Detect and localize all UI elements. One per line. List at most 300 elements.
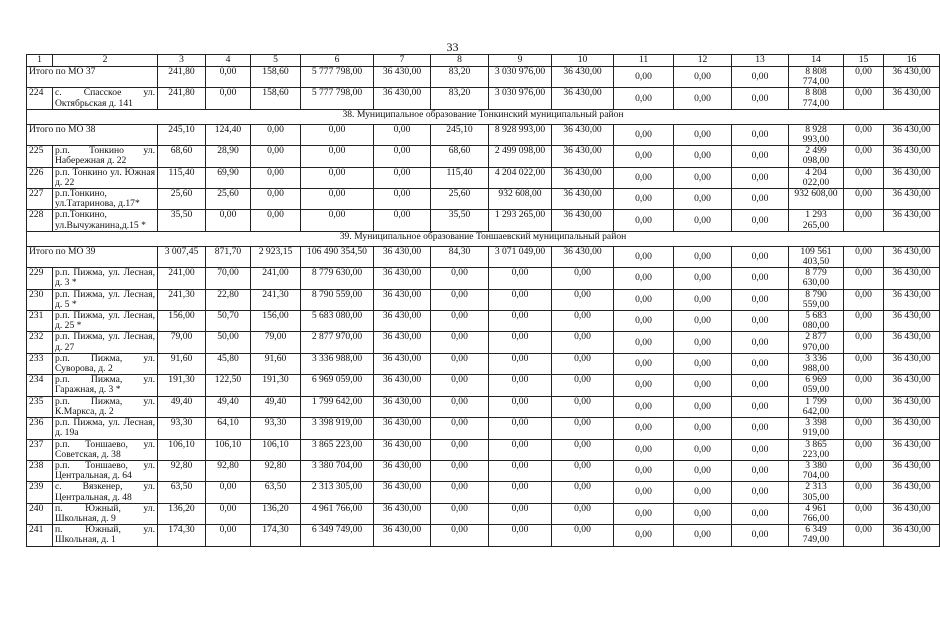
value-cell: 92,80 bbox=[158, 460, 206, 481]
value-cell: 64,10 bbox=[206, 418, 251, 439]
column-header: 12 bbox=[674, 55, 732, 67]
value-cell: 0,00 bbox=[674, 67, 732, 88]
table-row bbox=[27, 525, 940, 546]
value-cell: 0,00 bbox=[844, 124, 884, 145]
value-cell: 8 790 559,00 bbox=[301, 289, 374, 310]
value-cell: 36 430,00 bbox=[374, 268, 431, 289]
value-cell: 36 430,00 bbox=[884, 439, 940, 460]
value-cell: 0,00 bbox=[674, 353, 732, 374]
value-cell: 0,00 bbox=[374, 124, 431, 145]
column-header: 15 bbox=[844, 55, 884, 67]
column-header: 6 bbox=[301, 55, 374, 67]
column-header: 8 bbox=[431, 55, 489, 67]
value-cell: 245,10 bbox=[431, 124, 489, 145]
value-cell: 36 430,00 bbox=[884, 67, 940, 88]
value-cell: 0,00 bbox=[614, 311, 674, 332]
value-cell: 25,60 bbox=[431, 189, 489, 210]
column-header: 14 bbox=[789, 55, 844, 67]
address-cell: п. Южный, ул. Школьная, д. 9 bbox=[53, 503, 158, 524]
column-header: 7 bbox=[374, 55, 431, 67]
value-cell: 0,00 bbox=[431, 439, 489, 460]
value-cell: 92,80 bbox=[251, 460, 301, 481]
value-cell: 4 961 766,00 bbox=[301, 503, 374, 524]
value-cell: 3 007,45 bbox=[158, 246, 206, 267]
row-number: 227 bbox=[27, 189, 53, 210]
row-number: 226 bbox=[27, 167, 53, 188]
value-cell: 0,00 bbox=[614, 189, 674, 210]
column-header: 11 bbox=[614, 55, 674, 67]
value-cell: 0,00 bbox=[614, 525, 674, 546]
row-number: 224 bbox=[27, 88, 53, 109]
value-cell: 0,00 bbox=[301, 124, 374, 145]
value-cell: 0,00 bbox=[431, 460, 489, 481]
value-cell: 3 071 049,00 bbox=[489, 246, 552, 267]
value-cell: 0,00 bbox=[732, 268, 789, 289]
value-cell: 4 961 766,00 bbox=[789, 503, 844, 524]
value-cell: 92,80 bbox=[206, 460, 251, 481]
section-row bbox=[27, 231, 940, 246]
value-cell: 5 683 080,00 bbox=[301, 311, 374, 332]
value-cell: 2 877 970,00 bbox=[301, 332, 374, 353]
value-cell: 0,00 bbox=[732, 482, 789, 503]
value-cell: 0,00 bbox=[844, 375, 884, 396]
column-header: 1 bbox=[27, 55, 53, 67]
address-cell: с. Вязкенер, ул. Центральная, д. 48 bbox=[53, 482, 158, 503]
address-cell: р.п. Пижма, ул. Лесная, д. 3 * bbox=[53, 268, 158, 289]
value-cell: 8 779 630,00 bbox=[301, 268, 374, 289]
value-cell: 36 430,00 bbox=[374, 332, 431, 353]
value-cell: 0,00 bbox=[674, 268, 732, 289]
value-cell: 35,50 bbox=[431, 210, 489, 231]
value-cell: 0,00 bbox=[431, 503, 489, 524]
value-cell: 0,00 bbox=[614, 124, 674, 145]
value-cell: 0,00 bbox=[489, 353, 552, 374]
value-cell: 0,00 bbox=[489, 482, 552, 503]
value-cell: 50,70 bbox=[206, 311, 251, 332]
value-cell: 79,00 bbox=[251, 332, 301, 353]
value-cell: 0,00 bbox=[431, 375, 489, 396]
value-cell: 241,00 bbox=[158, 268, 206, 289]
value-cell: 0,00 bbox=[732, 418, 789, 439]
address-cell: р.п.Тонкино, ул.Вычужанина,д.15 * bbox=[53, 210, 158, 231]
value-cell: 932 608,00 bbox=[789, 189, 844, 210]
value-cell: 36 430,00 bbox=[884, 311, 940, 332]
value-cell: 0,00 bbox=[674, 146, 732, 167]
row-number: 225 bbox=[27, 146, 53, 167]
section-title: 38. Муниципальное образование Тонкинский муниципальный район bbox=[27, 109, 940, 124]
value-cell: 0,00 bbox=[674, 396, 732, 417]
column-header: 3 bbox=[158, 55, 206, 67]
value-cell: 36 430,00 bbox=[552, 167, 614, 188]
value-cell: 0,00 bbox=[552, 311, 614, 332]
value-cell: 0,00 bbox=[674, 167, 732, 188]
value-cell: 49,40 bbox=[158, 396, 206, 417]
value-cell: 36 430,00 bbox=[884, 167, 940, 188]
value-cell: 0,00 bbox=[674, 246, 732, 267]
value-cell: 0,00 bbox=[251, 210, 301, 231]
table-row bbox=[27, 375, 940, 396]
value-cell: 0,00 bbox=[844, 210, 884, 231]
value-cell: 0,00 bbox=[614, 88, 674, 109]
address-cell: р.п. Пижма, ул. Лесная, д. 19а bbox=[53, 418, 158, 439]
value-cell: 3 336 988,00 bbox=[789, 353, 844, 374]
value-cell: 0,00 bbox=[301, 210, 374, 231]
value-cell: 0,00 bbox=[732, 88, 789, 109]
value-cell: 0,00 bbox=[614, 375, 674, 396]
table-row bbox=[27, 332, 940, 353]
value-cell: 49,40 bbox=[251, 396, 301, 417]
value-cell: 0,00 bbox=[614, 210, 674, 231]
address-cell: р.п. Пижма, ул. Лесная, д. 5 * bbox=[53, 289, 158, 310]
value-cell: 191,30 bbox=[158, 375, 206, 396]
value-cell: 871,70 bbox=[206, 246, 251, 267]
value-cell: 45,80 bbox=[206, 353, 251, 374]
value-cell: 0,00 bbox=[614, 268, 674, 289]
value-cell: 83,20 bbox=[431, 67, 489, 88]
value-cell: 36 430,00 bbox=[552, 124, 614, 145]
value-cell: 36 430,00 bbox=[552, 189, 614, 210]
value-cell: 84,30 bbox=[431, 246, 489, 267]
value-cell: 0,00 bbox=[489, 439, 552, 460]
value-cell: 0,00 bbox=[732, 525, 789, 546]
value-cell: 124,40 bbox=[206, 124, 251, 145]
value-cell: 0,00 bbox=[206, 482, 251, 503]
table-row bbox=[27, 418, 940, 439]
address-cell: п. Южный, ул. Школьная, д. 1 bbox=[53, 525, 158, 546]
value-cell: 0,00 bbox=[732, 439, 789, 460]
value-cell: 36 430,00 bbox=[552, 88, 614, 109]
table-row bbox=[27, 503, 940, 524]
table-row bbox=[27, 167, 940, 188]
value-cell: 0,00 bbox=[431, 525, 489, 546]
value-cell: 0,00 bbox=[489, 460, 552, 481]
value-cell: 0,00 bbox=[844, 439, 884, 460]
value-cell: 3 030 976,00 bbox=[489, 88, 552, 109]
value-cell: 36 430,00 bbox=[374, 375, 431, 396]
table-row bbox=[27, 289, 940, 310]
value-cell: 3 380 704,00 bbox=[301, 460, 374, 481]
table-row bbox=[27, 311, 940, 332]
value-cell: 3 398 919,00 bbox=[301, 418, 374, 439]
row-number: 229 bbox=[27, 268, 53, 289]
value-cell: 158,60 bbox=[251, 88, 301, 109]
value-cell: 5 683 080,00 bbox=[789, 311, 844, 332]
value-cell: 1 293 265,00 bbox=[489, 210, 552, 231]
value-cell: 5 777 798,00 bbox=[301, 67, 374, 88]
value-cell: 36 430,00 bbox=[884, 332, 940, 353]
value-cell: 0,00 bbox=[674, 189, 732, 210]
value-cell: 63,50 bbox=[158, 482, 206, 503]
value-cell: 115,40 bbox=[431, 167, 489, 188]
value-cell: 79,00 bbox=[158, 332, 206, 353]
value-cell: 0,00 bbox=[844, 268, 884, 289]
value-cell: 106,10 bbox=[206, 439, 251, 460]
address-cell: р.п. Пижма, ул. Лесная, д. 25 * bbox=[53, 311, 158, 332]
value-cell: 0,00 bbox=[251, 146, 301, 167]
value-cell: 0,00 bbox=[614, 332, 674, 353]
value-cell: 0,00 bbox=[732, 353, 789, 374]
address-cell: р.п. Пижма, ул. К.Маркса, д. 2 bbox=[53, 396, 158, 417]
table-row bbox=[27, 88, 940, 109]
table-row bbox=[27, 353, 940, 374]
value-cell: 2 923,15 bbox=[251, 246, 301, 267]
value-cell: 0,00 bbox=[552, 418, 614, 439]
value-cell: 0,00 bbox=[844, 482, 884, 503]
value-cell: 0,00 bbox=[301, 146, 374, 167]
row-number: 233 bbox=[27, 353, 53, 374]
value-cell: 8 928 993,00 bbox=[489, 124, 552, 145]
value-cell: 241,30 bbox=[158, 289, 206, 310]
value-cell: 0,00 bbox=[251, 124, 301, 145]
value-cell: 0,00 bbox=[206, 503, 251, 524]
table-row bbox=[27, 460, 940, 481]
value-cell: 0,00 bbox=[552, 525, 614, 546]
value-cell: 0,00 bbox=[732, 311, 789, 332]
value-cell: 106 490 354,50 bbox=[301, 246, 374, 267]
value-cell: 174,30 bbox=[251, 525, 301, 546]
value-cell: 22,80 bbox=[206, 289, 251, 310]
value-cell: 932 608,00 bbox=[489, 189, 552, 210]
value-cell: 115,40 bbox=[158, 167, 206, 188]
value-cell: 4 204 022,00 bbox=[489, 167, 552, 188]
address-cell: р.п. Пижма, ул. Суворова, д. 2 bbox=[53, 353, 158, 374]
value-cell: 70,00 bbox=[206, 268, 251, 289]
value-cell: 36 430,00 bbox=[884, 210, 940, 231]
value-cell: 0,00 bbox=[206, 525, 251, 546]
value-cell: 0,00 bbox=[431, 482, 489, 503]
value-cell: 36 430,00 bbox=[374, 460, 431, 481]
value-cell: 245,10 bbox=[158, 124, 206, 145]
row-number: 228 bbox=[27, 210, 53, 231]
value-cell: 0,00 bbox=[732, 246, 789, 267]
value-cell: 241,30 bbox=[251, 289, 301, 310]
value-cell: 0,00 bbox=[614, 503, 674, 524]
section-row bbox=[27, 109, 940, 124]
value-cell: 0,00 bbox=[374, 146, 431, 167]
table-row bbox=[27, 396, 940, 417]
value-cell: 0,00 bbox=[489, 289, 552, 310]
value-cell: 0,00 bbox=[431, 332, 489, 353]
value-cell: 36 430,00 bbox=[374, 439, 431, 460]
value-cell: 0,00 bbox=[614, 439, 674, 460]
value-cell: 36 430,00 bbox=[884, 396, 940, 417]
value-cell: 0,00 bbox=[732, 210, 789, 231]
value-cell: 0,00 bbox=[552, 268, 614, 289]
value-cell: 0,00 bbox=[844, 189, 884, 210]
value-cell: 0,00 bbox=[674, 289, 732, 310]
value-cell: 36 430,00 bbox=[374, 246, 431, 267]
row-number: 230 bbox=[27, 289, 53, 310]
value-cell: 0,00 bbox=[732, 332, 789, 353]
total-label: Итого по МО 38 bbox=[27, 124, 158, 145]
value-cell: 36 430,00 bbox=[884, 146, 940, 167]
value-cell: 0,00 bbox=[844, 167, 884, 188]
value-cell: 36 430,00 bbox=[884, 375, 940, 396]
value-cell: 8 790 559,00 bbox=[789, 289, 844, 310]
value-cell: 0,00 bbox=[844, 332, 884, 353]
value-cell: 36 430,00 bbox=[884, 353, 940, 374]
value-cell: 8 808 774,00 bbox=[789, 88, 844, 109]
value-cell: 109 561 403,50 bbox=[789, 246, 844, 267]
value-cell: 8 808 774,00 bbox=[789, 67, 844, 88]
value-cell: 3 030 976,00 bbox=[489, 67, 552, 88]
value-cell: 0,00 bbox=[614, 146, 674, 167]
value-cell: 6 969 059,00 bbox=[789, 375, 844, 396]
value-cell: 0,00 bbox=[552, 375, 614, 396]
value-cell: 50,00 bbox=[206, 332, 251, 353]
page-number: 33 bbox=[446, 40, 459, 54]
row-number: 234 bbox=[27, 375, 53, 396]
value-cell: 0,00 bbox=[614, 482, 674, 503]
value-cell: 0,00 bbox=[614, 67, 674, 88]
value-cell: 28,90 bbox=[206, 146, 251, 167]
total-row bbox=[27, 246, 940, 267]
value-cell: 0,00 bbox=[844, 289, 884, 310]
value-cell: 0,00 bbox=[489, 503, 552, 524]
value-cell: 0,00 bbox=[674, 210, 732, 231]
value-cell: 0,00 bbox=[674, 124, 732, 145]
value-cell: 0,00 bbox=[489, 311, 552, 332]
value-cell: 2 499 098,00 bbox=[789, 146, 844, 167]
value-cell: 63,50 bbox=[251, 482, 301, 503]
value-cell: 35,50 bbox=[158, 210, 206, 231]
value-cell: 0,00 bbox=[614, 460, 674, 481]
address-cell: р.п.Тонкино, ул.Татаринова, д.17* bbox=[53, 189, 158, 210]
total-label: Итого по МО 37 bbox=[27, 67, 158, 88]
value-cell: 36 430,00 bbox=[374, 396, 431, 417]
value-cell: 0,00 bbox=[844, 503, 884, 524]
value-cell: 36 430,00 bbox=[374, 88, 431, 109]
value-cell: 91,60 bbox=[158, 353, 206, 374]
table-row bbox=[27, 146, 940, 167]
value-cell: 8 928 993,00 bbox=[789, 124, 844, 145]
value-cell: 0,00 bbox=[844, 67, 884, 88]
value-cell: 36 430,00 bbox=[884, 460, 940, 481]
value-cell: 0,00 bbox=[614, 246, 674, 267]
value-cell: 136,20 bbox=[251, 503, 301, 524]
value-cell: 3 336 988,00 bbox=[301, 353, 374, 374]
value-cell: 0,00 bbox=[674, 503, 732, 524]
value-cell: 0,00 bbox=[552, 439, 614, 460]
value-cell: 0,00 bbox=[674, 439, 732, 460]
row-number: 238 bbox=[27, 460, 53, 481]
value-cell: 36 430,00 bbox=[374, 418, 431, 439]
value-cell: 1 799 642,00 bbox=[301, 396, 374, 417]
value-cell: 3 398 919,00 bbox=[789, 418, 844, 439]
value-cell: 0,00 bbox=[614, 353, 674, 374]
value-cell: 5 777 798,00 bbox=[301, 88, 374, 109]
value-cell: 241,00 bbox=[251, 268, 301, 289]
value-cell: 0,00 bbox=[552, 503, 614, 524]
value-cell: 0,00 bbox=[552, 353, 614, 374]
value-cell: 0,00 bbox=[431, 311, 489, 332]
value-cell: 1 799 642,00 bbox=[789, 396, 844, 417]
address-cell: р.п. Тоншаево, ул. Советская, д. 38 bbox=[53, 439, 158, 460]
value-cell: 0,00 bbox=[206, 88, 251, 109]
table-row bbox=[27, 210, 940, 231]
value-cell: 36 430,00 bbox=[884, 246, 940, 267]
value-cell: 25,60 bbox=[158, 189, 206, 210]
value-cell: 3 865 223,00 bbox=[789, 439, 844, 460]
value-cell: 36 430,00 bbox=[552, 146, 614, 167]
value-cell: 93,30 bbox=[251, 418, 301, 439]
address-cell: р.п. Тонкино ул. Южная д. 22 bbox=[53, 167, 158, 188]
table-row bbox=[27, 482, 940, 503]
value-cell: 0,00 bbox=[732, 396, 789, 417]
value-cell: 0,00 bbox=[732, 460, 789, 481]
address-cell: р.п. Пижма, ул. Гаражная, д. 3 * bbox=[53, 375, 158, 396]
value-cell: 0,00 bbox=[844, 246, 884, 267]
value-cell: 2 313 305,00 bbox=[789, 482, 844, 503]
value-cell: 36 430,00 bbox=[884, 88, 940, 109]
value-cell: 0,00 bbox=[844, 396, 884, 417]
value-cell: 36 430,00 bbox=[884, 418, 940, 439]
value-cell: 0,00 bbox=[431, 289, 489, 310]
value-cell: 6 349 749,00 bbox=[301, 525, 374, 546]
value-cell: 0,00 bbox=[489, 525, 552, 546]
value-cell: 0,00 bbox=[489, 375, 552, 396]
row-number: 239 bbox=[27, 482, 53, 503]
value-cell: 93,30 bbox=[158, 418, 206, 439]
row-number: 232 bbox=[27, 332, 53, 353]
value-cell: 8 779 630,00 bbox=[789, 268, 844, 289]
value-cell: 36 430,00 bbox=[884, 525, 940, 546]
value-cell: 0,00 bbox=[844, 88, 884, 109]
row-number: 236 bbox=[27, 418, 53, 439]
value-cell: 36 430,00 bbox=[374, 503, 431, 524]
value-cell: 36 430,00 bbox=[374, 67, 431, 88]
value-cell: 0,00 bbox=[732, 67, 789, 88]
address-cell: р.п. Пижма, ул. Лесная, д. 27 bbox=[53, 332, 158, 353]
value-cell: 0,00 bbox=[844, 460, 884, 481]
value-cell: 0,00 bbox=[251, 189, 301, 210]
value-cell: 0,00 bbox=[374, 189, 431, 210]
table-row bbox=[27, 189, 940, 210]
value-cell: 156,00 bbox=[251, 311, 301, 332]
value-cell: 0,00 bbox=[489, 268, 552, 289]
value-cell: 36 430,00 bbox=[374, 482, 431, 503]
address-cell: р.п. Тонкино ул. Набережная д. 22 bbox=[53, 146, 158, 167]
value-cell: 0,00 bbox=[431, 418, 489, 439]
value-cell: 83,20 bbox=[431, 88, 489, 109]
value-cell: 36 430,00 bbox=[884, 482, 940, 503]
section-title: 39. Муниципальное образование Тоншаевский муниципальный район bbox=[27, 231, 940, 246]
value-cell: 6 969 059,00 bbox=[301, 375, 374, 396]
column-header: 16 bbox=[884, 55, 940, 67]
value-cell: 0,00 bbox=[301, 189, 374, 210]
table-row bbox=[27, 268, 940, 289]
value-cell: 0,00 bbox=[489, 418, 552, 439]
value-cell: 69,90 bbox=[206, 167, 251, 188]
value-cell: 3 380 704,00 bbox=[789, 460, 844, 481]
address-cell: с. Спасское ул. Октябрьская д. 141 bbox=[53, 88, 158, 109]
value-cell: 0,00 bbox=[552, 332, 614, 353]
value-cell: 1 293 265,00 bbox=[789, 210, 844, 231]
value-cell: 0,00 bbox=[206, 210, 251, 231]
value-cell: 0,00 bbox=[552, 289, 614, 310]
value-cell: 0,00 bbox=[374, 210, 431, 231]
value-cell: 0,00 bbox=[552, 460, 614, 481]
value-cell: 0,00 bbox=[674, 332, 732, 353]
value-cell: 0,00 bbox=[732, 189, 789, 210]
value-cell: 49,40 bbox=[206, 396, 251, 417]
value-cell: 106,10 bbox=[251, 439, 301, 460]
value-cell: 36 430,00 bbox=[552, 246, 614, 267]
value-cell: 0,00 bbox=[301, 167, 374, 188]
value-cell: 36 430,00 bbox=[884, 503, 940, 524]
row-number: 240 bbox=[27, 503, 53, 524]
value-cell: 0,00 bbox=[844, 353, 884, 374]
